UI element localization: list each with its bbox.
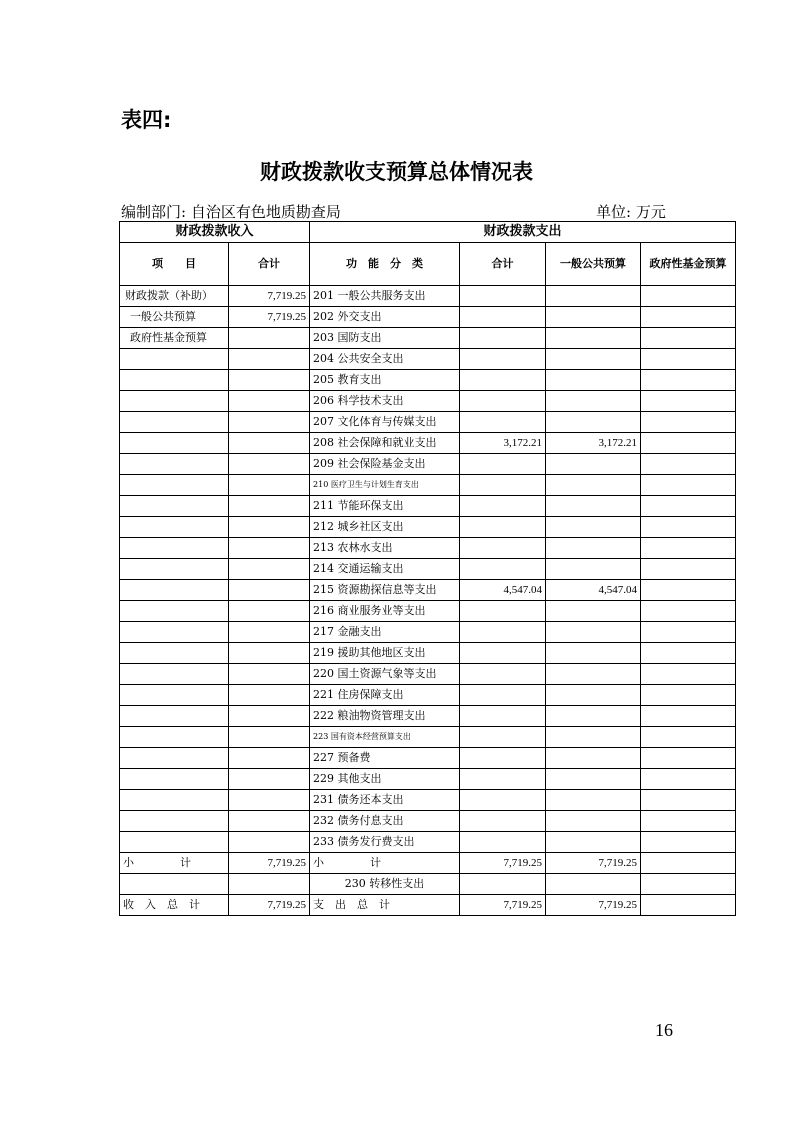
- expense-total: [460, 538, 546, 559]
- expense-gov-fund-budget: [641, 559, 736, 580]
- income-item-label: 政府性基金预算: [120, 328, 229, 349]
- page-number: 16: [655, 1020, 673, 1040]
- income-item-value: [229, 475, 310, 496]
- expense-total: [460, 790, 546, 811]
- expense-general-budget: [546, 559, 641, 580]
- table-row: [120, 664, 736, 685]
- income-item-value: 7,719.25: [229, 286, 310, 307]
- income-item-value: [229, 370, 310, 391]
- expense-total: [460, 454, 546, 475]
- expense-total: [460, 832, 546, 853]
- expense-class-label: 229 其他支出: [310, 769, 460, 790]
- table-row: [120, 790, 736, 811]
- expense-gov-fund-budget: [641, 412, 736, 433]
- expense-class-label: 216 商业服务业等支出: [310, 601, 460, 622]
- table-row: [120, 391, 736, 412]
- table-row: [120, 517, 736, 538]
- expense-class-label: 211 节能环保支出: [310, 496, 460, 517]
- expense-general-budget: [546, 496, 641, 517]
- expense-total: [460, 685, 546, 706]
- income-item-value: [229, 727, 310, 748]
- expense-class-label: 207 文化体育与传媒支出: [310, 412, 460, 433]
- expense-gov-fund-budget: [641, 538, 736, 559]
- income-item-value: [229, 559, 310, 580]
- expense-gov-fund-budget: [641, 832, 736, 853]
- expense-total: [460, 811, 546, 832]
- income-item-value: [229, 685, 310, 706]
- transfer-expense-label: 230 转移性支出: [310, 874, 460, 895]
- transfer-expense-general: [546, 874, 641, 895]
- expense-general-budget: [546, 748, 641, 769]
- income-item-value: [229, 832, 310, 853]
- expense-general-budget: [546, 538, 641, 559]
- table-row: [120, 832, 736, 853]
- subtotal-expense-fund: [641, 853, 736, 874]
- income-item-label: [120, 517, 229, 538]
- grand-total-row: [120, 895, 736, 916]
- expense-general-budget: [546, 727, 641, 748]
- expense-total: [460, 496, 546, 517]
- income-item-label: [120, 391, 229, 412]
- expense-total: [460, 601, 546, 622]
- expense-general-budget: [546, 328, 641, 349]
- expense-total: [460, 517, 546, 538]
- grand-total-income-value: 7,719.25: [229, 895, 310, 916]
- table-row: [120, 475, 736, 496]
- table-row: [120, 433, 736, 454]
- table-row: [120, 454, 736, 475]
- expense-general-budget: [546, 412, 641, 433]
- income-item-label: [120, 538, 229, 559]
- expense-total: 4,547.04: [460, 580, 546, 601]
- expense-gov-fund-budget: [641, 349, 736, 370]
- income-item-value: [229, 496, 310, 517]
- expense-total: [460, 769, 546, 790]
- expense-class-label: 203 国防支出: [310, 328, 460, 349]
- col-header-total-2: 合计: [460, 243, 546, 286]
- expense-total: [460, 664, 546, 685]
- expense-class-label: 210 医疗卫生与计划生育支出: [310, 475, 460, 496]
- table-row: [120, 370, 736, 391]
- grand-total-expense-general: 7,719.25: [546, 895, 641, 916]
- expense-class-label: 202 外交支出: [310, 307, 460, 328]
- expense-gov-fund-budget: [641, 328, 736, 349]
- table-row: [120, 559, 736, 580]
- transfer-row: [120, 874, 736, 895]
- subtotal-expense-label: 小 计: [310, 853, 460, 874]
- table-row: [120, 412, 736, 433]
- income-item-label: [120, 559, 229, 580]
- expense-class-label: 209 社会保险基金支出: [310, 454, 460, 475]
- income-item-value: [229, 538, 310, 559]
- expense-gov-fund-budget: [641, 790, 736, 811]
- expense-gov-fund-budget: [641, 685, 736, 706]
- income-item-label: [120, 769, 229, 790]
- expense-gov-fund-budget: [641, 643, 736, 664]
- expense-gov-fund-budget: [641, 622, 736, 643]
- expense-general-budget: [546, 643, 641, 664]
- expense-gov-fund-budget: [641, 706, 736, 727]
- income-item-value: 7,719.25: [229, 307, 310, 328]
- income-item-value: [229, 580, 310, 601]
- income-item-value: [229, 433, 310, 454]
- transfer-income-label: [120, 874, 229, 895]
- expense-general-budget: [546, 622, 641, 643]
- income-item-value: [229, 769, 310, 790]
- expense-class-label: 223 国有资本经营预算支出: [310, 727, 460, 748]
- expense-total: [460, 328, 546, 349]
- table-row: [120, 643, 736, 664]
- col-header-gov-fund-budget: 政府性基金预算: [641, 243, 736, 286]
- expense-class-label: 204 公共安全支出: [310, 349, 460, 370]
- income-item-value: [229, 748, 310, 769]
- expense-gov-fund-budget: [641, 286, 736, 307]
- expense-gov-fund-budget: [641, 475, 736, 496]
- income-item-value: [229, 643, 310, 664]
- expense-general-budget: [546, 790, 641, 811]
- expense-class-label: 215 资源勘探信息等支出: [310, 580, 460, 601]
- income-item-label: [120, 685, 229, 706]
- expense-gov-fund-budget: [641, 601, 736, 622]
- income-item-label: [120, 748, 229, 769]
- expense-general-budget: 4,547.04: [546, 580, 641, 601]
- expense-class-label: 213 农林水支出: [310, 538, 460, 559]
- expense-gov-fund-budget: [641, 580, 736, 601]
- expense-general-budget: [546, 811, 641, 832]
- income-item-label: [120, 496, 229, 517]
- grand-total-expense-fund: [641, 895, 736, 916]
- expense-class-label: 205 教育支出: [310, 370, 460, 391]
- expense-total: [460, 349, 546, 370]
- income-item-label: [120, 664, 229, 685]
- expense-class-label: 219 援助其他地区支出: [310, 643, 460, 664]
- expense-general-budget: [546, 391, 641, 412]
- grand-total-expense-label: 支 出 总 计: [310, 895, 460, 916]
- expense-class-label: 233 债务发行费支出: [310, 832, 460, 853]
- income-item-label: [120, 433, 229, 454]
- table-label: 表四:: [121, 108, 172, 132]
- expense-class-label: 201 一般公共服务支出: [310, 286, 460, 307]
- expense-total: [460, 475, 546, 496]
- expense-total: 3,172.21: [460, 433, 546, 454]
- income-item-value: [229, 664, 310, 685]
- income-item-label: [120, 412, 229, 433]
- expense-gov-fund-budget: [641, 517, 736, 538]
- income-item-label: [120, 475, 229, 496]
- subtotal-row: [120, 853, 736, 874]
- income-item-label: [120, 706, 229, 727]
- expense-class-label: 222 粮油物资管理支出: [310, 706, 460, 727]
- income-item-value: [229, 517, 310, 538]
- transfer-income-value: [229, 874, 310, 895]
- col-header-func-class: 功 能 分 类: [310, 243, 460, 286]
- expense-general-budget: [546, 307, 641, 328]
- table-row: [120, 601, 736, 622]
- expense-class-label: 208 社会保障和就业支出: [310, 433, 460, 454]
- table-row: [120, 496, 736, 517]
- income-item-label: [120, 349, 229, 370]
- table-row: [120, 349, 736, 370]
- expense-total: [460, 391, 546, 412]
- income-item-value: [229, 706, 310, 727]
- expense-gov-fund-budget: [641, 811, 736, 832]
- expense-class-label: 217 金融支出: [310, 622, 460, 643]
- income-item-label: 一般公共预算: [120, 307, 229, 328]
- column-header-row: [120, 243, 736, 286]
- expense-general-budget: [546, 475, 641, 496]
- table-row: [120, 307, 736, 328]
- compiling-department: 编制部门: 自治区有色地质勘查局: [121, 203, 341, 221]
- expense-gov-fund-budget: [641, 496, 736, 517]
- expense-general-budget: [546, 685, 641, 706]
- income-item-label: [120, 832, 229, 853]
- expense-general-budget: [546, 286, 641, 307]
- income-item-label: [120, 727, 229, 748]
- expense-gov-fund-budget: [641, 307, 736, 328]
- expense-general-budget: [546, 601, 641, 622]
- subtotal-expense-total: 7,719.25: [460, 853, 546, 874]
- expense-class-label: 231 债务还本支出: [310, 790, 460, 811]
- expense-total: [460, 643, 546, 664]
- income-item-value: [229, 454, 310, 475]
- expense-gov-fund-budget: [641, 433, 736, 454]
- expense-total: [460, 706, 546, 727]
- income-section-header: 财政拨款收入: [120, 222, 310, 243]
- income-item-label: [120, 643, 229, 664]
- table-row: [120, 328, 736, 349]
- expense-gov-fund-budget: [641, 769, 736, 790]
- unit-label: 单位: 万元: [596, 203, 666, 221]
- expense-gov-fund-budget: [641, 727, 736, 748]
- expense-general-budget: [546, 832, 641, 853]
- expense-class-label: 221 住房保障支出: [310, 685, 460, 706]
- expense-class-label: 214 交通运输支出: [310, 559, 460, 580]
- expense-general-budget: [546, 349, 641, 370]
- expense-class-label: 232 债务付息支出: [310, 811, 460, 832]
- expense-total: [460, 286, 546, 307]
- income-item-value: [229, 391, 310, 412]
- expense-general-budget: 3,172.21: [546, 433, 641, 454]
- expense-general-budget: [546, 664, 641, 685]
- expense-class-label: 212 城乡社区支出: [310, 517, 460, 538]
- expense-general-budget: [546, 517, 641, 538]
- subtotal-expense-general: 7,719.25: [546, 853, 641, 874]
- page-title: 财政拨款收支预算总体情况表: [260, 160, 533, 184]
- grand-total-income-label: 收 入 总 计: [120, 895, 229, 916]
- transfer-expense-total: [460, 874, 546, 895]
- income-item-value: [229, 349, 310, 370]
- expense-section-header: 财政拨款支出: [310, 222, 736, 243]
- subtotal-income-value: 7,719.25: [229, 853, 310, 874]
- expense-general-budget: [546, 706, 641, 727]
- income-item-value: [229, 811, 310, 832]
- table-row: [120, 748, 736, 769]
- table-row: [120, 706, 736, 727]
- section-header-row: [120, 222, 736, 243]
- table-row: [120, 811, 736, 832]
- income-item-label: [120, 580, 229, 601]
- subtotal-income-label: 小 计: [120, 853, 229, 874]
- income-item-label: [120, 790, 229, 811]
- income-item-label: [120, 622, 229, 643]
- grand-total-expense-total: 7,719.25: [460, 895, 546, 916]
- table-row: [120, 286, 736, 307]
- expense-total: [460, 748, 546, 769]
- expense-total: [460, 307, 546, 328]
- expense-total: [460, 370, 546, 391]
- expense-general-budget: [546, 454, 641, 475]
- table-row: [120, 622, 736, 643]
- expense-gov-fund-budget: [641, 664, 736, 685]
- budget-table: [119, 221, 736, 916]
- col-header-general-budget: 一般公共预算: [546, 243, 641, 286]
- expense-class-label: 220 国土资源气象等支出: [310, 664, 460, 685]
- income-item-label: [120, 370, 229, 391]
- expense-gov-fund-budget: [641, 748, 736, 769]
- income-item-label: [120, 454, 229, 475]
- expense-class-label: 227 预备费: [310, 748, 460, 769]
- expense-gov-fund-budget: [641, 391, 736, 412]
- table-row: [120, 580, 736, 601]
- col-header-item: 项 目: [120, 243, 229, 286]
- income-item-value: [229, 790, 310, 811]
- income-item-label: [120, 811, 229, 832]
- expense-total: [460, 412, 546, 433]
- table-row: [120, 769, 736, 790]
- income-item-value: [229, 601, 310, 622]
- expense-general-budget: [546, 370, 641, 391]
- expense-total: [460, 559, 546, 580]
- income-item-value: [229, 328, 310, 349]
- expense-gov-fund-budget: [641, 454, 736, 475]
- expense-gov-fund-budget: [641, 370, 736, 391]
- table-row: [120, 727, 736, 748]
- expense-class-label: 206 科学技术支出: [310, 391, 460, 412]
- expense-total: [460, 622, 546, 643]
- table-row: [120, 685, 736, 706]
- income-item-value: [229, 622, 310, 643]
- expense-total: [460, 727, 546, 748]
- col-header-total: 合计: [229, 243, 310, 286]
- expense-general-budget: [546, 769, 641, 790]
- income-item-label: 财政拨款（补助）: [120, 286, 229, 307]
- transfer-expense-fund: [641, 874, 736, 895]
- income-item-value: [229, 412, 310, 433]
- table-row: [120, 538, 736, 559]
- income-item-label: [120, 601, 229, 622]
